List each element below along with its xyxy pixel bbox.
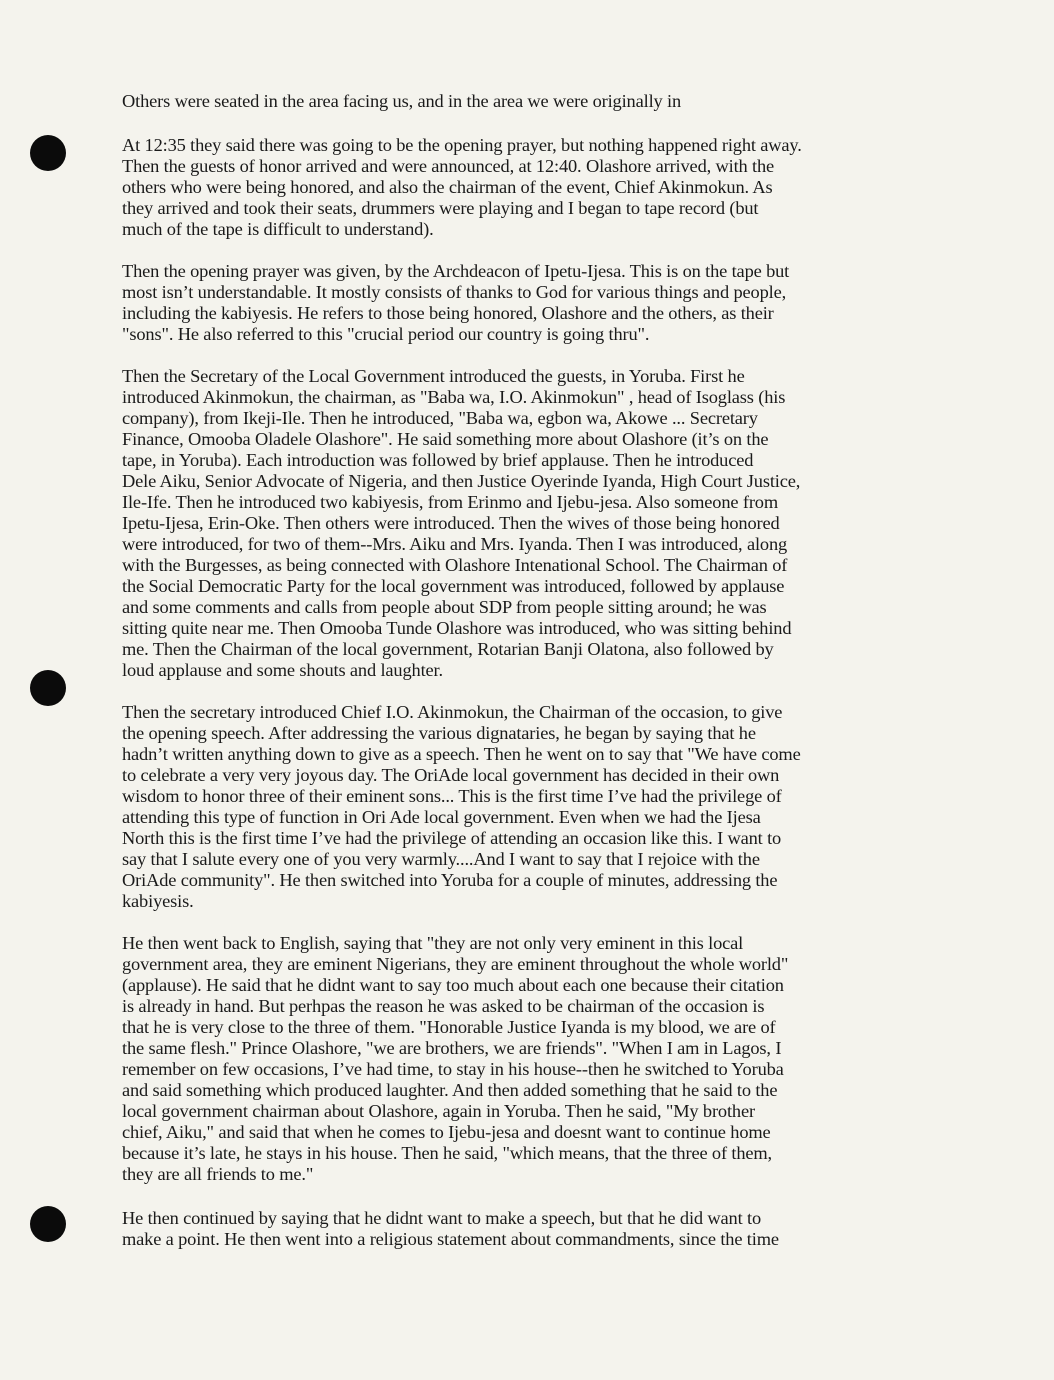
paragraph-seating: Others were seated in the area facing us, and in the area we were originally in	[122, 91, 682, 111]
paragraph-opening-prayer: Then the opening prayer was given, by the Archdeacon of Ipetu-Ijesa. This is on the tape but most isn’t understandable. It mostly consists of thanks to God for various things and people, including the kabiyesis. He refers to those being honored, Olashore and the others, as their "sons". He also referred to this "crucial period our country is going thru".	[122, 261, 790, 344]
binder-hole-top	[30, 135, 66, 171]
paragraph-guests-arrive: At 12:35 they said there was going to be the opening prayer, but nothing happened right away. Then the guests of honor arrived and were announced, at 12:40. Olashore arrived, with the others who were being honored, and also the chairman of the event, Chief Akinmokun. As they arrived and took their seats, drummers were playing and I began to tape record (but much of the tape is difficult to understand).	[122, 135, 802, 239]
binder-hole-middle	[30, 670, 66, 706]
paragraph-opening-speech: Then the secretary introduced Chief I.O. Akinmokun, the Chairman of the occasion, to give the opening speech. After addressing the various dignataries, he began by saying that he hadn’t written anything down to give as a speech. Then he went on to say that "We have come to celebrate a very very joyous day. The OriAde local government has decided in their own wisdom to honor three of their eminent sons... This is the first time I’ve had the privilege of attending this type of function in Ori Ade local government. Even when we had the Ijesa North this is the first time I’ve had the privilege of attending an occasion like this. I want to say that I salute every one of you very warmly....And I want to say that I rejoice with the OriAde community". He then switched into Yoruba for a couple of minutes, addressing the kabiyesis.	[122, 702, 801, 911]
paragraph-introductions: Then the Secretary of the Local Government introduced the guests, in Yoruba. First he introduced Akinmokun, the chairman, as "Baba wa, I.O. Akinmokun" , head of Isoglass (his company), from Ikeji-Ile. Then he introduced, "Baba wa, egbon wa, Akowe ... Secretary Finance, Omooba Oladele Olashore". He said something more about Olashore (it’s on the tape, in Yoruba). Each introduction was followed by brief applause. Then he introduced Dele Aiku, Senior Advocate of Nigeria, and then Justice Oyerinde Iyanda, High Court Justice, Ile-Ife. Then he introduced two kabiyesis, from Erinmo and Ijebu-jesa. Also someone from Ipetu-Ijesa, Erin-Oke. Then others were introduced. Then the wives of those being honored were introduced, for two of them--Mrs. Aiku and Mrs. Iyanda. Then I was introduced, along with the Burgesses, as being connected with Olashore Intenational School. The Chairman of the Social Democratic Party for the local government was introduced, followed by applause and some comments and calls from people about SDP from people sitting around; he was sitting quite near me. Then Omooba Tunde Olashore was introduced, who was sitting behind me. Then the Chairman of the local government, Rotarian Banji Olatona, also followed by loud applause and some shouts and laughter.	[122, 366, 801, 680]
paragraph-commandments: He then continued by saying that he didnt want to make a speech, but that he did want to make a point. He then went into a religious statement about commandments, since the time	[122, 1208, 779, 1249]
paragraph-back-to-english: He then went back to English, saying that "they are not only very eminent in this local government area, they are eminent Nigerians, they are eminent throughout the whole world" (applause). He said that he didnt want to say too much about each one because their citation is already in hand. But perhpas the reason he was asked to be chairman of the occasion is that he is very close to the three of them. "Honorable Justice Iyanda is my blood, we are of the same flesh." Prince Olashore, "we are brothers, we are friends". "When I am in Lagos, I remember on few occasions, I’ve had time, to stay in his house--then he switched to Yoruba and said something which produced laughter. And then added something that he said to the local government chairman about Olashore, again in Yoruba. Then he said, "My brother chief, Aiku," and said that when he comes to Ijebu-jesa and doesnt want to continue home because it’s late, he stays in his house. Then he said, "which means, that the three of them, they are all friends to me."	[122, 933, 789, 1184]
binder-hole-bottom	[30, 1206, 66, 1242]
